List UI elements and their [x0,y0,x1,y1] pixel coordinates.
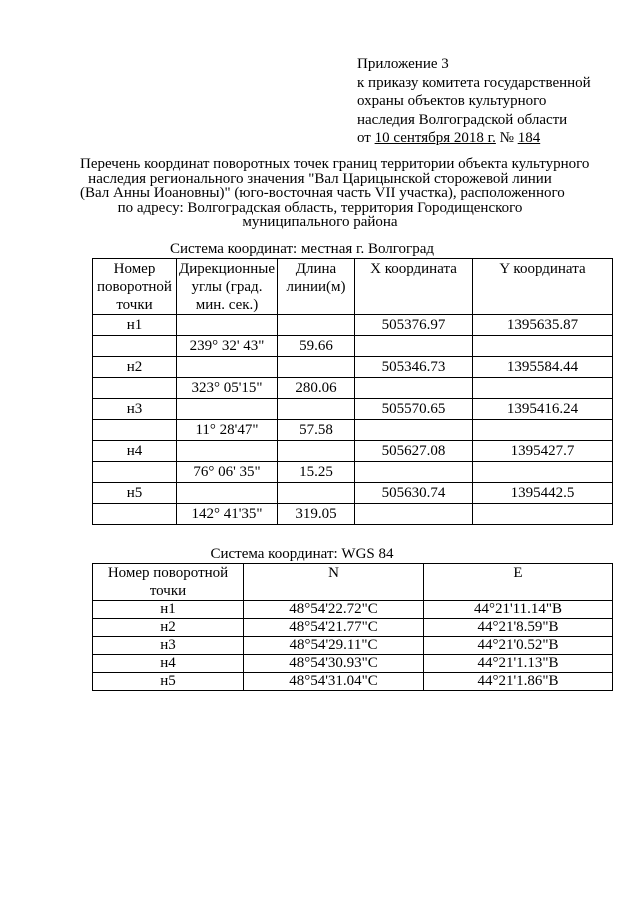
table-row [93,378,613,399]
cell-x: 505630.74 [355,483,473,504]
cell-y: 1395416.24 [473,399,613,420]
table-row [93,399,613,420]
cell-y [473,504,613,525]
table-row [93,637,613,655]
cell-y [473,462,613,483]
cell-point: н3 [93,399,177,420]
wgs-coordinates-table [92,563,613,691]
cell-angle [177,441,278,462]
cell-point [93,336,177,357]
cell-y: 1395442.5 [473,483,613,504]
table-header-row [93,259,613,315]
cell-n: 48°54'31.04"С [244,673,424,691]
cell-y: 1395584.44 [473,357,613,378]
cell-x [355,504,473,525]
date-prefix: от [357,130,371,146]
title-line: Перечень координат поворотных точек границ территории объекта культурного [80,156,590,172]
cell-angle: 11° 28'47" [177,420,278,441]
cell-point [93,378,177,399]
cell-n: 48°54'22.72"С [244,601,424,619]
order-number: 184 [517,130,541,146]
cell-y [473,420,613,441]
title-line: наследия регионального значения "Вал Царицынской сторожевой линии [88,170,552,187]
title-line: (Вал Анны Иоановны)" (юго-восточная часть VII участка), расположенного [80,185,565,201]
appendix-line: наследия Волгоградской области [357,111,568,128]
table-row [93,619,613,637]
cell-x: 505570.65 [355,399,473,420]
header-length: Длина линии(м) [278,259,355,315]
cell-length: 57.58 [278,420,355,441]
cell-point [93,420,177,441]
cell-length: 319.05 [278,504,355,525]
order-date: 10 сентября 2018 г. [374,130,496,146]
local-table-caption: Система координат: местная г. Волгоград [169,241,434,257]
cell-point: н5 [93,673,244,691]
cell-x: 505346.73 [355,357,473,378]
table-header-row [93,564,613,601]
cell-e: 44°21'8.59"В [424,619,613,637]
table-row [93,336,613,357]
table-row [93,315,613,336]
cell-length [278,315,355,336]
cell-length [278,441,355,462]
cell-point: н4 [93,441,177,462]
cell-point [93,462,177,483]
cell-n: 48°54'29.11"С [244,637,424,655]
cell-y [473,378,613,399]
cell-angle: 239° 32' 43" [177,336,278,357]
cell-x [355,378,473,399]
table-row [93,357,613,378]
cell-point: н3 [93,637,244,655]
cell-x: 505627.08 [355,441,473,462]
cell-x [355,462,473,483]
cell-e: 44°21'1.86"В [424,673,613,691]
cell-angle: 142° 41'35" [177,504,278,525]
table-row [93,655,613,673]
cell-length [278,483,355,504]
table-row [93,673,613,691]
number-label: № [499,130,514,146]
cell-e: 44°21'0.52"В [424,637,613,655]
cell-point: н2 [93,619,244,637]
cell-length [278,357,355,378]
appendix-header [357,55,591,148]
cell-e: 44°21'11.14"В [424,601,613,619]
header-x: X координата [355,259,473,315]
table-row [93,441,613,462]
cell-angle [177,357,278,378]
table-row [93,601,613,619]
cell-length [278,399,355,420]
cell-y: 1395635.87 [473,315,613,336]
table-row [93,504,613,525]
cell-angle [177,315,278,336]
cell-point: н5 [93,483,177,504]
appendix-date-line [357,129,591,148]
cell-x [355,336,473,357]
cell-angle: 76° 06' 35" [177,462,278,483]
cell-n: 48°54'30.93"С [244,655,424,673]
cell-y: 1395427.7 [473,441,613,462]
cell-angle: 323° 05'15" [177,378,278,399]
header-point: Номер поворотной точки [93,564,244,601]
cell-y [473,336,613,357]
cell-e: 44°21'1.13"В [424,655,613,673]
header-y: Y координата [473,259,613,315]
wgs-table-caption: Система координат: WGS 84 [210,546,394,562]
document-title [80,156,590,230]
cell-point: н2 [93,357,177,378]
table-row [93,462,613,483]
header-n: N [244,564,424,601]
local-coordinates-table [92,258,613,525]
cell-length: 280.06 [278,378,355,399]
title-line: по адресу: Волгоградская область, территория Городищенского [117,199,523,216]
header-angle: Дирекционные углы (град. мин. сек.) [177,259,278,315]
appendix-line: к приказу комитета государственной [357,74,591,91]
title-line: муниципального района [242,214,398,230]
cell-point: н1 [93,601,244,619]
cell-angle [177,399,278,420]
cell-n: 48°54'21.77"С [244,619,424,637]
table-row [93,420,613,441]
appendix-title: Приложение 3 [357,56,449,72]
cell-point: н4 [93,655,244,673]
cell-point: н1 [93,315,177,336]
cell-point [93,504,177,525]
header-e: E [424,564,613,601]
cell-length: 15.25 [278,462,355,483]
table-row [93,483,613,504]
header-point: Номер поворотной точки [93,259,177,315]
appendix-line: охраны объектов культурного [357,93,547,109]
cell-x: 505376.97 [355,315,473,336]
cell-x [355,420,473,441]
cell-length: 59.66 [278,336,355,357]
cell-angle [177,483,278,504]
